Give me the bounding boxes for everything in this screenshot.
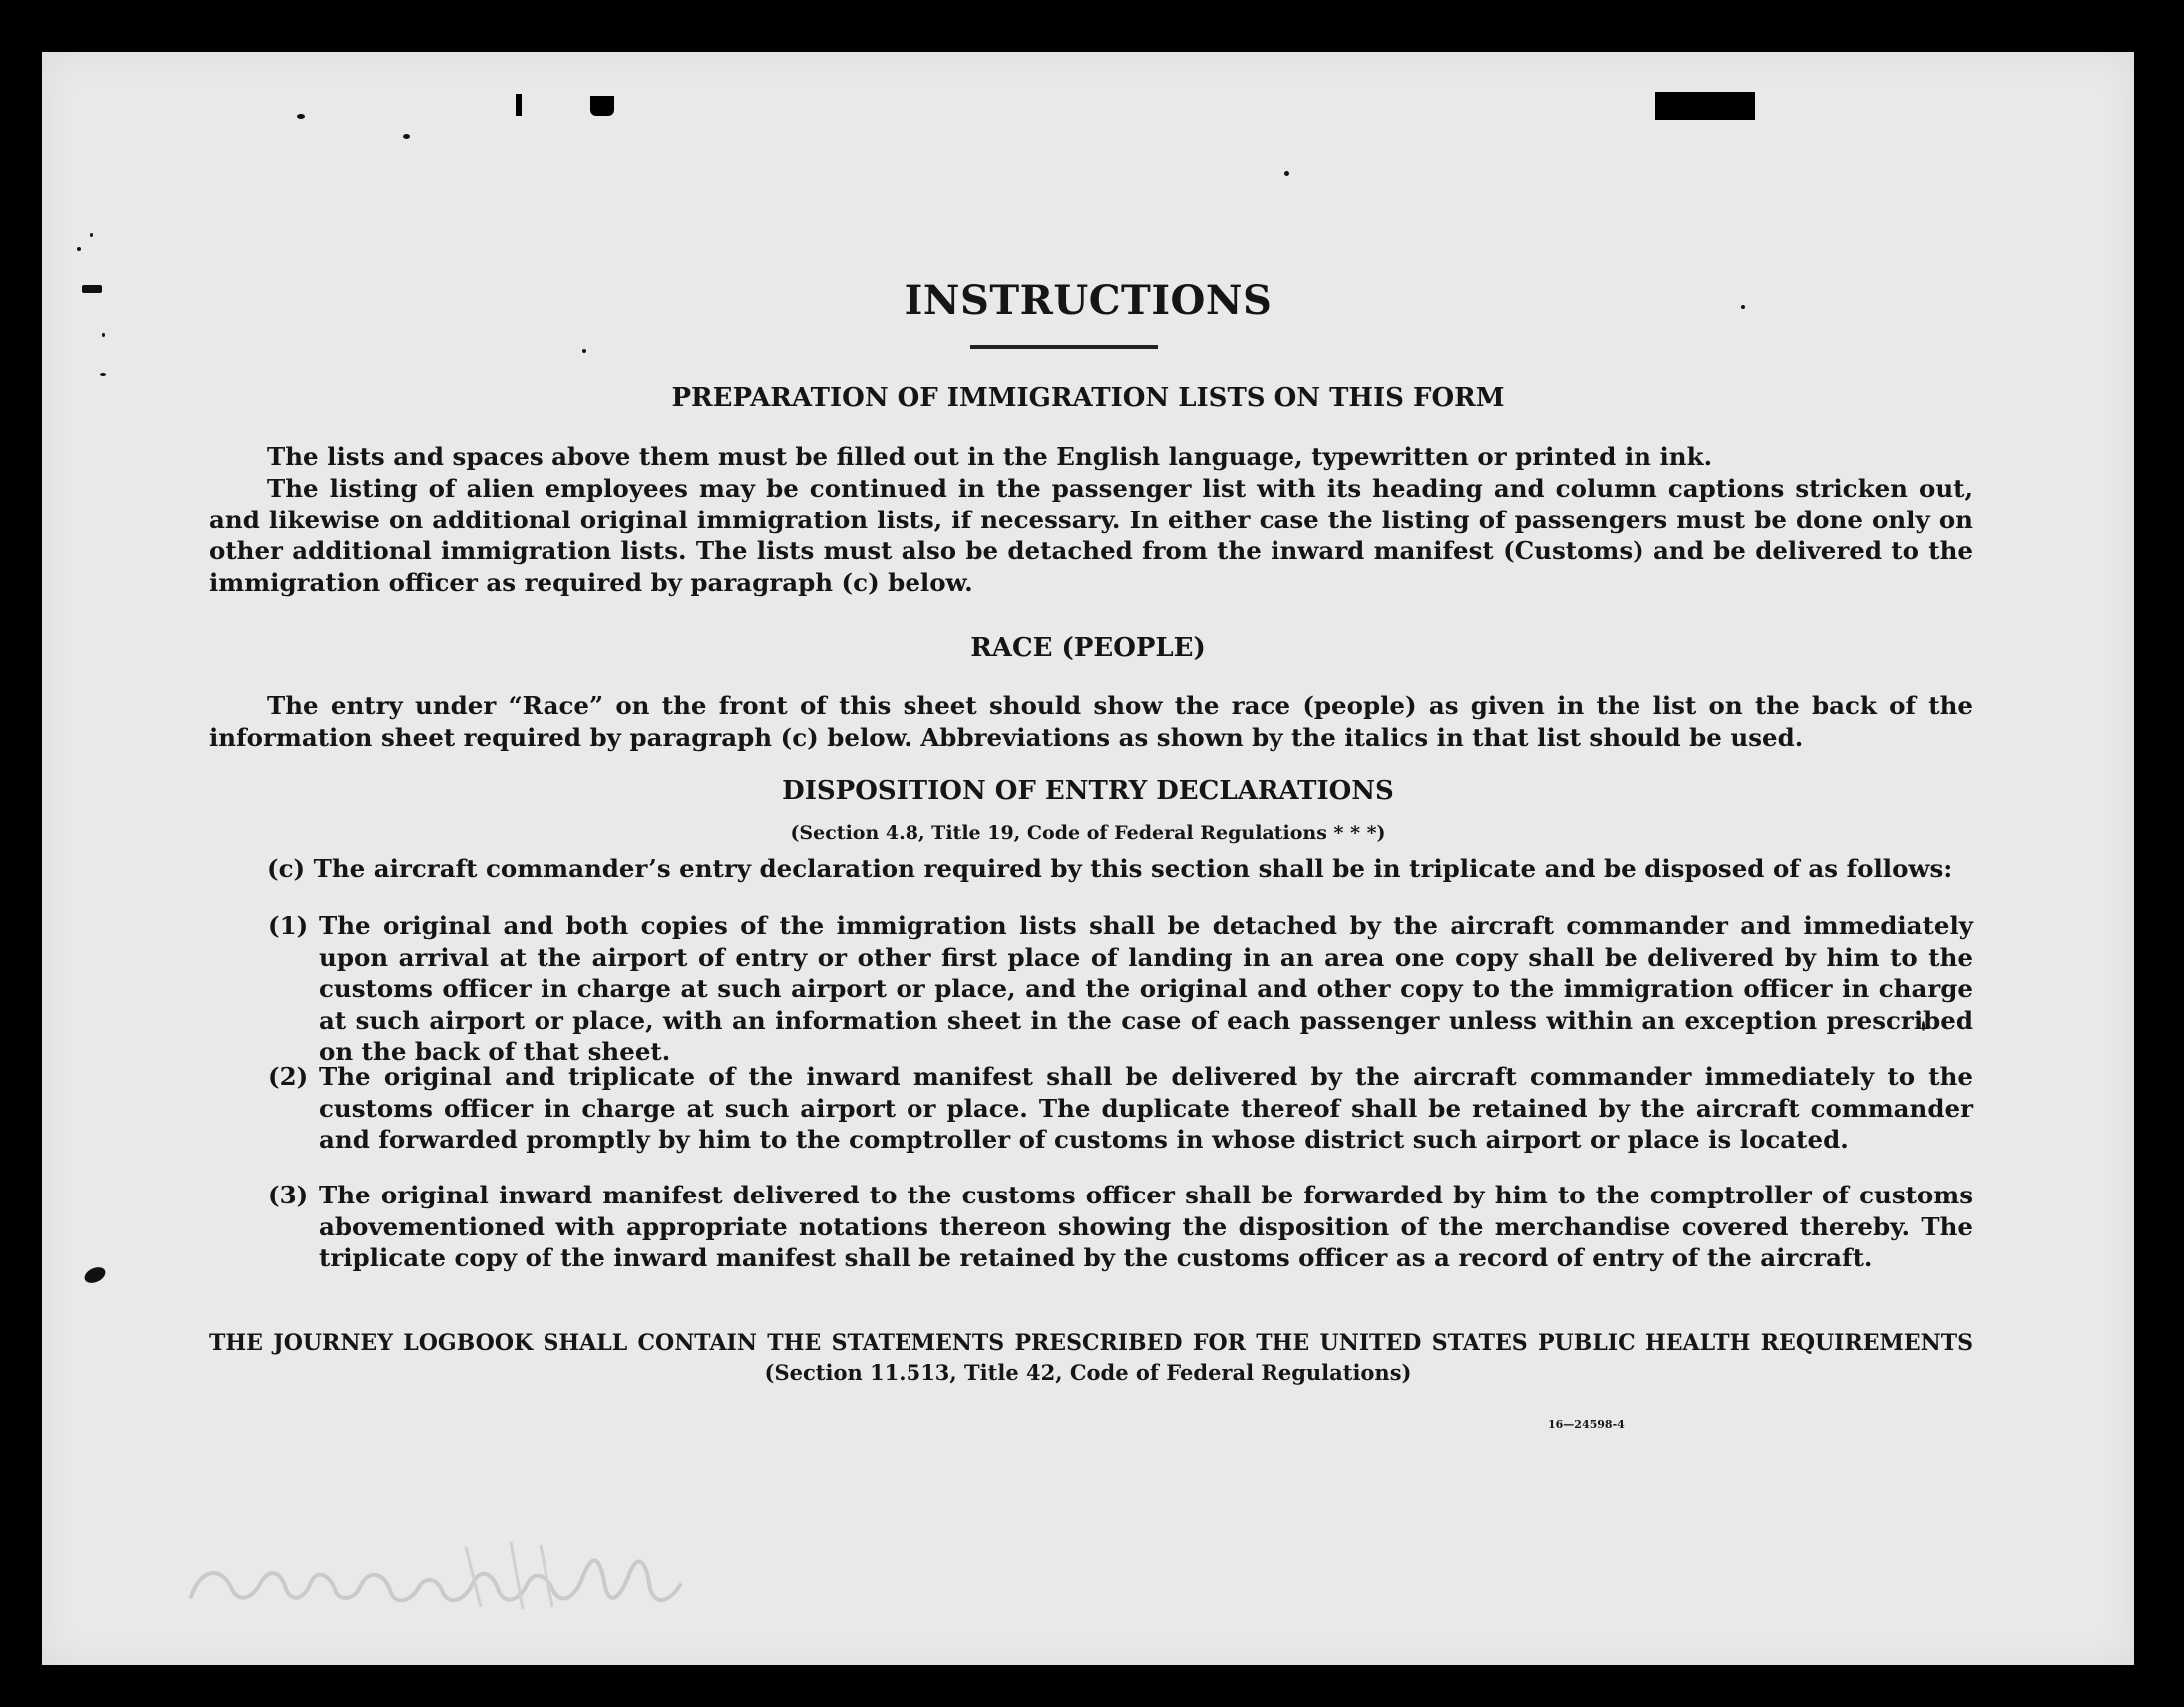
list-item-text: The original inward manifest delivered to the customs officer shall be forwarded by him to the comptroller of customs abovementioned with appropriate notations thereon showing the disposition of the merchandise covered thereby. The triplicate copy of the inward manifest shall be retained by the customs officer as a record of entry of the aircraft. xyxy=(319,1181,1973,1272)
health-requirements-statement: THE JOURNEY LOGBOOK SHALL CONTAIN THE STATEMENTS PRESCRIBED FOR THE UNITED STATES PUBLIC HEALTH REQUIREMENTS xyxy=(209,1330,1973,1356)
scan-edge-mark xyxy=(516,94,522,116)
scan-speck xyxy=(90,233,93,237)
scan-speck xyxy=(77,247,81,251)
scan-speck xyxy=(102,333,105,337)
list-item-text: The original and both copies of the immigration lists shall be detached by the aircraft commander and immediately upon arrival at the airport of entry or other first place of landing in an area one copy shall be delivered by him to the customs officer in charge at such airport or place, and the original and other copy to the immigration officer in charge at such airport or place, with an information sheet in the case of each passenger unless within an exception prescribed on the back of that sheet. xyxy=(319,911,1973,1066)
section-reference-title19: (Section 4.8, Title 19, Code of Federal Regulations * * *) xyxy=(790,822,1386,844)
title-underline xyxy=(970,345,1158,349)
scan-edge-mark xyxy=(1655,92,1755,120)
scan-speck xyxy=(100,373,106,376)
scan-speck xyxy=(1284,171,1289,176)
list-item xyxy=(268,1061,1973,1156)
scan-speck xyxy=(297,114,305,119)
form-number: 16—24598-4 xyxy=(1548,1418,1625,1431)
scan-speck xyxy=(403,134,410,139)
paragraph-alien-employees: The listing of alien employees may be continued in the passenger list with its heading and column captions stricken out, and likewise on additional original immigration lists, if necessary. In either case the listing of passengers must be done only on other additional immigration lists. The lists must also be detached from the inward manifest (Customs) and be delivered to the immigration officer as required by paragraph (c) below. xyxy=(209,474,1973,597)
list-item xyxy=(268,1180,1973,1274)
list-item-number: (1) xyxy=(268,911,309,940)
scan-speck xyxy=(582,349,586,353)
scan-speck xyxy=(82,1264,108,1286)
document-sheet xyxy=(42,52,2134,1665)
list-item xyxy=(268,910,1973,1068)
section-heading-race: RACE (PEOPLE) xyxy=(970,633,1206,663)
footer-reference-title42: (Section 11.513, Title 42, Code of Federal Regulations) xyxy=(764,1360,1412,1385)
paragraph-commander-declaration: (c) The aircraft commander’s entry declaration required by this section shall be in triplicate and be disposed of as follows: xyxy=(267,854,1953,883)
list-item-number: (2) xyxy=(268,1062,309,1091)
section-heading-disposition: DISPOSITION OF ENTRY DECLARATIONS xyxy=(782,776,1394,806)
section-heading-preparation: PREPARATION OF IMMIGRATION LISTS ON THIS FORM xyxy=(671,383,1505,413)
page-title: INSTRUCTIONS xyxy=(904,277,1273,324)
list-item-number: (3) xyxy=(268,1181,309,1209)
paragraph-race-entry: The entry under “Race” on the front of this sheet should show the race (people) as given in the list on the back of the information sheet required by paragraph (c) below. Abbreviations as shown by the italics in that list should be used. xyxy=(209,691,1973,752)
paragraph-lists-language: The lists and spaces above them must be filled out in the English language, typewritten or printed in ink. xyxy=(267,442,1713,471)
list-item-text: The original and triplicate of the inward manifest shall be delivered by the aircraft commander immediately to the customs officer in charge at such airport or place. The duplicate thereof shall be retained by the aircraft commander and forwarded promptly by him to the comptroller of customs in whose district such airport or place is located. xyxy=(319,1062,1973,1154)
faded-signature xyxy=(182,1528,700,1627)
scan-edge-mark xyxy=(590,96,614,116)
